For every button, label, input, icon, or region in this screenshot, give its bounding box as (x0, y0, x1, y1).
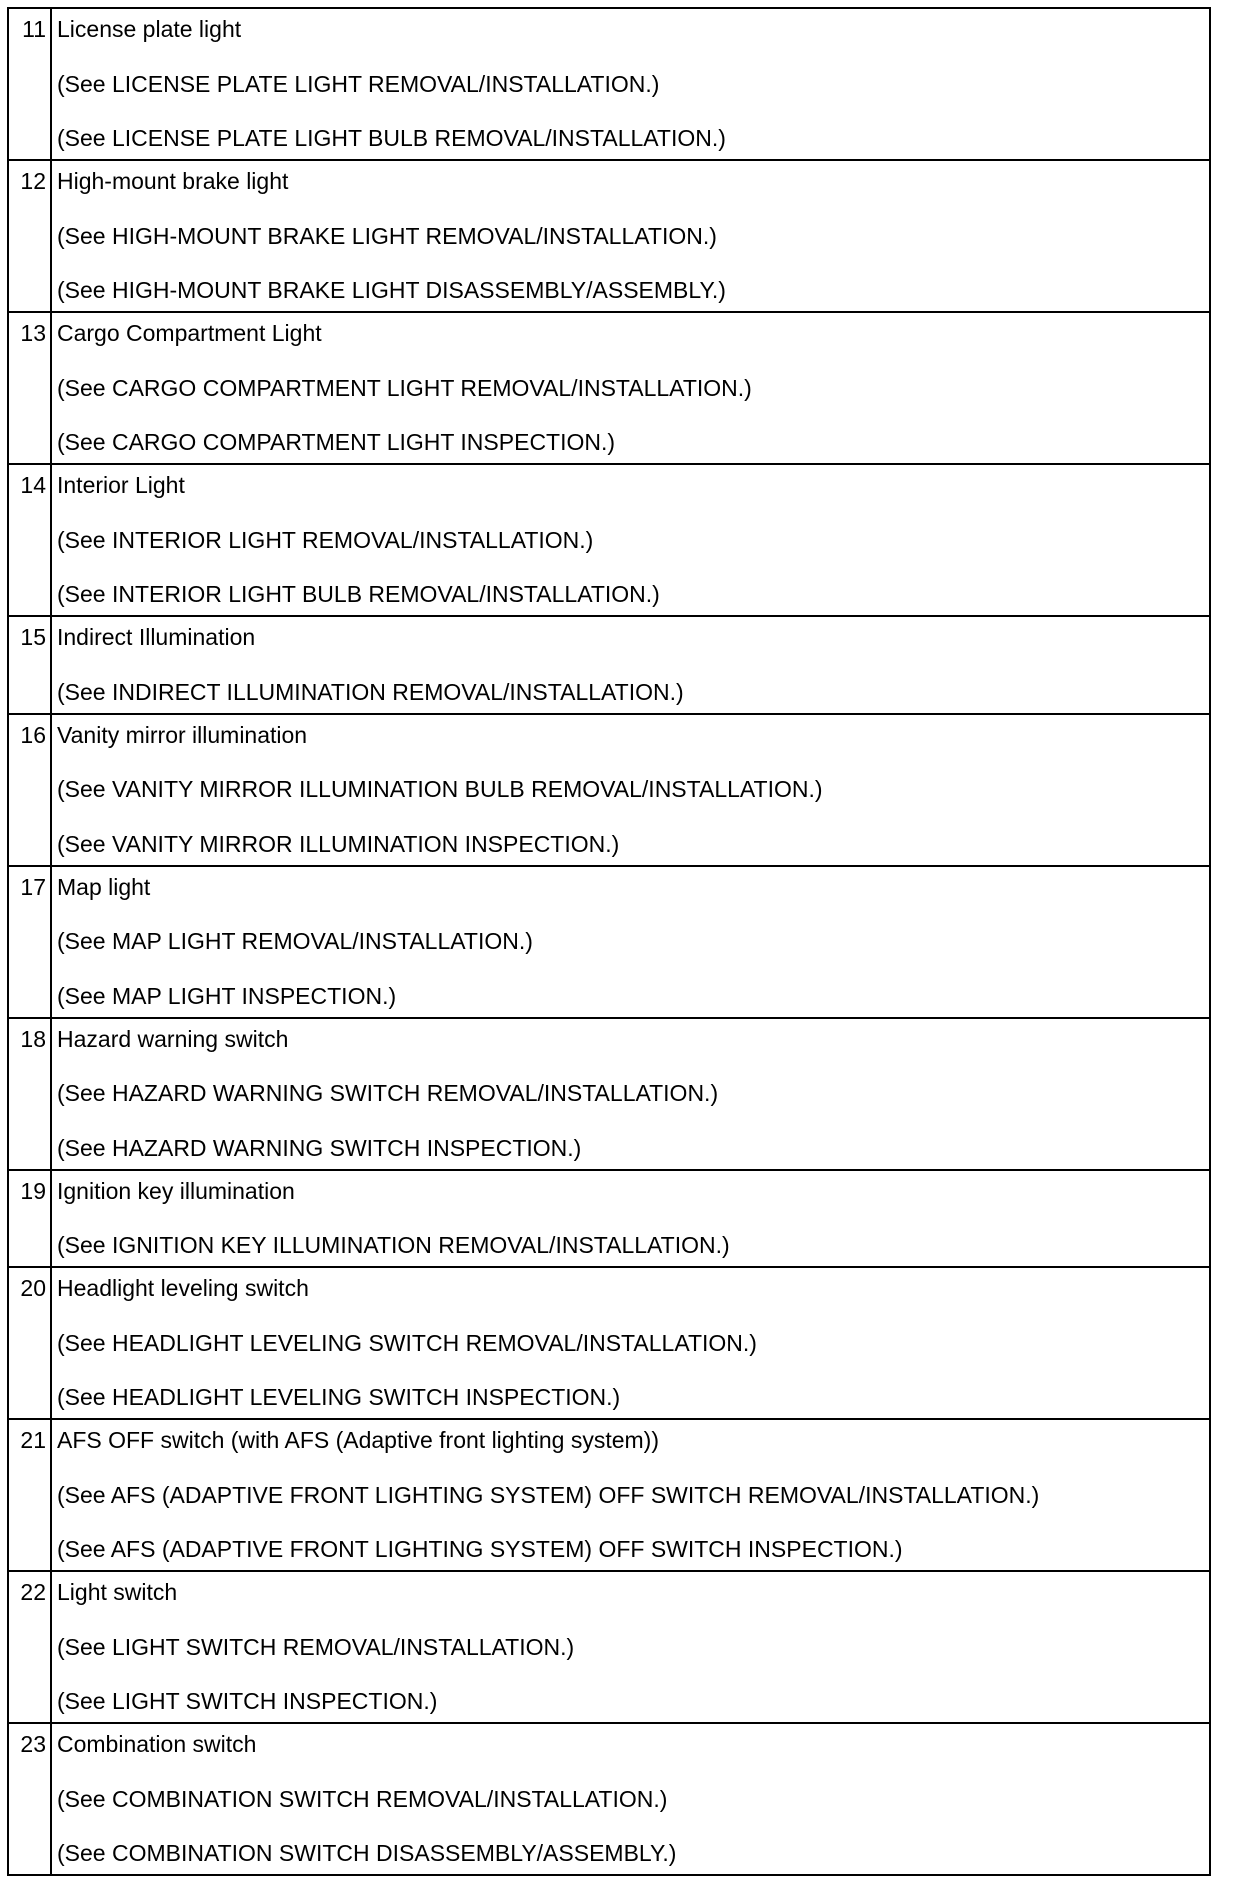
item-title: Interior Light (57, 472, 185, 498)
item-number: 12 (8, 160, 51, 312)
procedure-reference: (See INTERIOR LIGHT BULB REMOVAL/INSTALLATION.) (57, 581, 660, 607)
item-title: AFS OFF switch (with AFS (Adaptive front lighting system)) (57, 1427, 659, 1453)
item-content (51, 8, 1210, 160)
table-row (8, 1267, 1210, 1419)
item-title: High-mount brake light (57, 168, 289, 194)
parts-table-body (8, 8, 1210, 1875)
item-number: 19 (8, 1170, 51, 1268)
procedure-reference: (See INTERIOR LIGHT REMOVAL/INSTALLATION.) (57, 526, 594, 553)
item-content (51, 616, 1210, 714)
procedure-reference: (See MAP LIGHT REMOVAL/INSTALLATION.) (57, 928, 533, 954)
procedure-reference: (See HEADLIGHT LEVELING SWITCH INSPECTION.) (57, 1384, 621, 1410)
parts-index-table (7, 7, 1211, 1876)
table-row (8, 8, 1210, 160)
item-number: 14 (8, 464, 51, 616)
procedure-reference: (See VANITY MIRROR ILLUMINATION BULB REMOVAL/INSTALLATION.) (57, 776, 823, 802)
item-title: Ignition key illumination (57, 1177, 295, 1204)
table-row (8, 1419, 1210, 1571)
procedure-reference: (See LIGHT SWITCH INSPECTION.) (57, 1688, 438, 1714)
item-title: Light switch (57, 1579, 178, 1605)
item-number: 11 (8, 8, 51, 160)
item-title: Hazard warning switch (57, 1025, 289, 1052)
procedure-reference: (See VANITY MIRROR ILLUMINATION INSPECTION.) (57, 830, 620, 857)
item-title: Headlight leveling switch (57, 1275, 309, 1301)
procedure-reference: (See IGNITION KEY ILLUMINATION REMOVAL/INSTALLATION.) (57, 1232, 730, 1258)
item-number: 21 (8, 1419, 51, 1571)
item-content (51, 160, 1210, 312)
item-title: Indirect Illumination (57, 624, 256, 650)
procedure-reference: (See INDIRECT ILLUMINATION REMOVAL/INSTALLATION.) (57, 678, 684, 705)
item-title: Map light (57, 873, 151, 900)
item-content (51, 1723, 1210, 1875)
item-number: 22 (8, 1571, 51, 1723)
table-row (8, 714, 1210, 866)
item-content (51, 866, 1210, 1018)
procedure-reference: (See COMBINATION SWITCH REMOVAL/INSTALLATION.) (57, 1785, 668, 1812)
item-content (51, 714, 1210, 866)
item-title: License plate light (57, 16, 242, 42)
procedure-reference: (See AFS (ADAPTIVE FRONT LIGHTING SYSTEM) OFF SWITCH REMOVAL/INSTALLATION.) (57, 1481, 1040, 1508)
item-title: Combination switch (57, 1731, 257, 1757)
procedure-reference: (See HAZARD WARNING SWITCH INSPECTION.) (57, 1134, 582, 1161)
item-content (51, 1419, 1210, 1571)
table-row (8, 464, 1210, 616)
item-number: 18 (8, 1018, 51, 1170)
table-row (8, 1723, 1210, 1875)
item-content (51, 464, 1210, 616)
table-row (8, 312, 1210, 464)
item-title: Cargo Compartment Light (57, 320, 322, 346)
item-content (51, 1170, 1210, 1268)
item-content (51, 1018, 1210, 1170)
procedure-reference: (See LIGHT SWITCH REMOVAL/INSTALLATION.) (57, 1633, 575, 1660)
procedure-reference: (See HAZARD WARNING SWITCH REMOVAL/INSTALLATION.) (57, 1080, 719, 1106)
procedure-reference: (See LICENSE PLATE LIGHT REMOVAL/INSTALLATION.) (57, 70, 660, 97)
procedure-reference: (See AFS (ADAPTIVE FRONT LIGHTING SYSTEM) OFF SWITCH INSPECTION.) (57, 1536, 903, 1562)
table-row (8, 1018, 1210, 1170)
table-row (8, 160, 1210, 312)
procedure-reference: (See HIGH-MOUNT BRAKE LIGHT DISASSEMBLY/ASSEMBLY.) (57, 277, 726, 303)
procedure-reference: (See MAP LIGHT INSPECTION.) (57, 982, 397, 1009)
item-title: Vanity mirror illumination (57, 721, 308, 748)
procedure-reference: (See HIGH-MOUNT BRAKE LIGHT REMOVAL/INSTALLATION.) (57, 222, 717, 249)
procedure-reference: (See HEADLIGHT LEVELING SWITCH REMOVAL/INSTALLATION.) (57, 1329, 757, 1356)
item-number: 16 (8, 714, 51, 866)
item-number: 15 (8, 616, 51, 714)
procedure-reference: (See COMBINATION SWITCH DISASSEMBLY/ASSEMBLY.) (57, 1840, 677, 1866)
table-row (8, 1170, 1210, 1268)
item-content (51, 1571, 1210, 1723)
procedure-reference: (See LICENSE PLATE LIGHT BULB REMOVAL/INSTALLATION.) (57, 125, 726, 151)
procedure-reference: (See CARGO COMPARTMENT LIGHT INSPECTION.) (57, 429, 616, 455)
table-row (8, 616, 1210, 714)
item-content (51, 1267, 1210, 1419)
item-content (51, 312, 1210, 464)
item-number: 20 (8, 1267, 51, 1419)
item-number: 13 (8, 312, 51, 464)
item-number: 23 (8, 1723, 51, 1875)
procedure-reference: (See CARGO COMPARTMENT LIGHT REMOVAL/INSTALLATION.) (57, 374, 752, 401)
table-row (8, 1571, 1210, 1723)
item-number: 17 (8, 866, 51, 1018)
table-row (8, 866, 1210, 1018)
